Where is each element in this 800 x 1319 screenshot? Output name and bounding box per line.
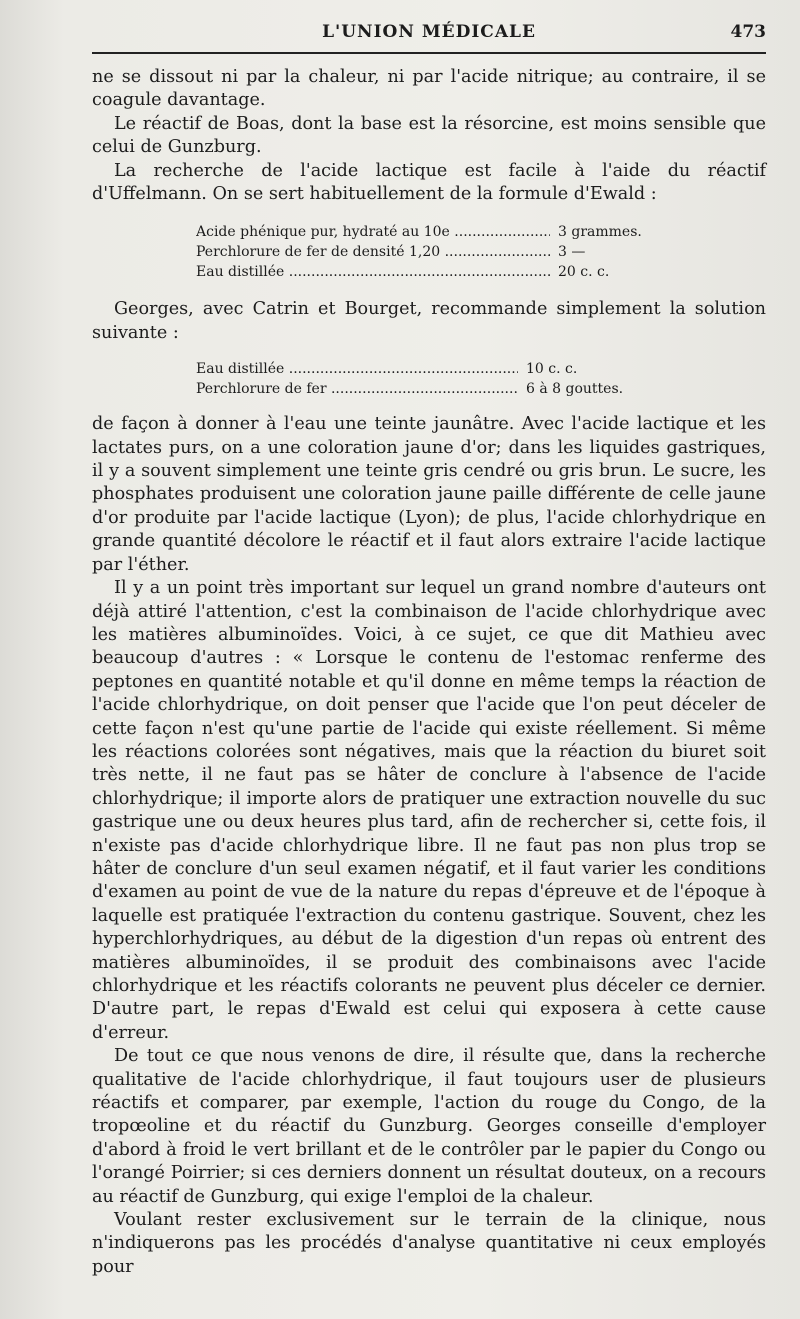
formula-row — [196, 222, 666, 242]
georges-formula — [196, 359, 624, 399]
formula-quantity: 10 c. c. — [526, 361, 578, 378]
formula-ingredient: Eau distillée ..... — [196, 359, 518, 379]
paragraph-albuminoids: Il y a un point très important sur lequel un grand nombre d'auteurs ont déjà attiré l'attention, c'est la combinaison de l'acide chlorhydrique avec les matières albuminoïdes. Voici, à ce sujet, ce que dit Mathieu avec beaucoup d'autres : « Lorsque le contenu de l'estomac renferme des peptones en quantité notable et qu'il donne en même temps la réaction de l'acide chlorhydrique, on doit penser que l'acide que l'on peut déceler de cette façon n'est qu'une partie de l'acide qui existe réellement. Si même les réactions colorées sont négatives, mais que la réaction du biuret soit très nette, il ne faut pas se hâter de conclure à l'absence de l'acide chlorhydrique; il importe alors de pratiquer une extraction nouvelle du suc gastrique une ou deux heures plus tard, afin de rechercher si, cette fois, il n'existe pas d'acide chlorhydrique libre. Il ne faut pas non plus trop se hâter de conclure d'un seul examen négatif, et il faut varier les conditions d'examen au point de vue de la nature du repas d'épreuve et de l'époque à laquelle est pratiquée l'extraction du contenu gastrique. Souvent, chez les hyperchlorhydriques, au début de la digestion d'un repas où entrent des matières albuminoïdes, il se produit des combinaisons avec l'acide chlorhydrique et les réactifs colorants ne peuvent plus déceler ce dernier. D'autre part, le repas d'Ewald est celui qui exposera à cette cause d'erreur. — [92, 578, 766, 1043]
formula-ingredient: Perchlorure de fer ..... — [196, 379, 518, 399]
formula-ingredient: Perchlorure de fer de densité 1,20 ..... — [196, 242, 550, 262]
formula-ingredient: Eau distillée ..... — [196, 262, 550, 282]
paragraph-qualitative: De tout ce que nous venons de dire, il résulte que, dans la recherche qualitative de l'acide chlorhydrique, il faut toujours user de plusieurs réactifs et comparer, par exemple, l'action du rouge du Congo, de la tropœoline et du réactif du Gunzburg. Georges conseille d'employer d'abord à froid le vert brillant et de le contrôler par le papier du Congo ou l'orangé Poirrier; si ces derniers donnent un résultat douteux, on a recours au réactif de Gunzburg, qui exige l'emploi de la chaleur. — [92, 1046, 766, 1207]
formula-quantity: 20 c. c. — [558, 264, 610, 281]
formula-row — [196, 379, 624, 399]
paragraph-lactic-acid: La recherche de l'acide lactique est facile à l'aide du réactif d'Uffelmann. On se sert habituellement de la formule d'Ewald : — [92, 160, 766, 205]
formula-quantity: 3 grammes. — [558, 224, 642, 241]
formula-row — [196, 359, 616, 379]
ewald-formula — [196, 222, 666, 282]
page-number: 473 — [730, 22, 766, 42]
paragraph-boas: Le réactif de Boas, dont la base est la résorcine, est moins sensible que celui de Gunzburg. — [92, 113, 766, 158]
formula-quantity: 6 à 8 gouttes. — [526, 381, 624, 398]
paragraph-georges: Georges, avec Catrin et Bourget, recommande simplement la solution suivante : — [92, 299, 766, 343]
formula-row — [196, 242, 666, 262]
paragraph-coloration: de façon à donner à l'eau une teinte jaunâtre. Avec l'acide lactique et les lactates purs, on a une coloration jaune d'or; dans les liquides gastriques, il y a souvent simplement une teinte gris cendré ou gris brun. Le sucre, les phosphates produisent une coloration jaune paille différente de celle jaune d'or produite par l'acide lactique (Lyon); de plus, l'acide chlorhydrique en grande quantité décolore le réactif et il faut alors extraire l'acide lactique par l'éther. — [92, 414, 766, 575]
page-header — [92, 18, 766, 46]
formula-ingredient: Acide phénique pur, hydraté au 10e ..... — [196, 222, 550, 242]
formula-quantity: 3 — — [558, 244, 586, 261]
paragraph-quantitative: Voulant rester exclusivement sur le terrain de la clinique, nous n'indiquerons pas les procédés d'analyse quantitative ni ceux employés pour — [92, 1210, 766, 1277]
paragraph-continuation: ne se dissout ni par la chaleur, ni par l'acide nitrique; au contraire, il se coagule davantage. — [92, 67, 766, 111]
formula-row — [196, 262, 666, 282]
running-title: L'UNION MÉDICALE — [322, 22, 536, 42]
header-rule — [92, 52, 766, 54]
